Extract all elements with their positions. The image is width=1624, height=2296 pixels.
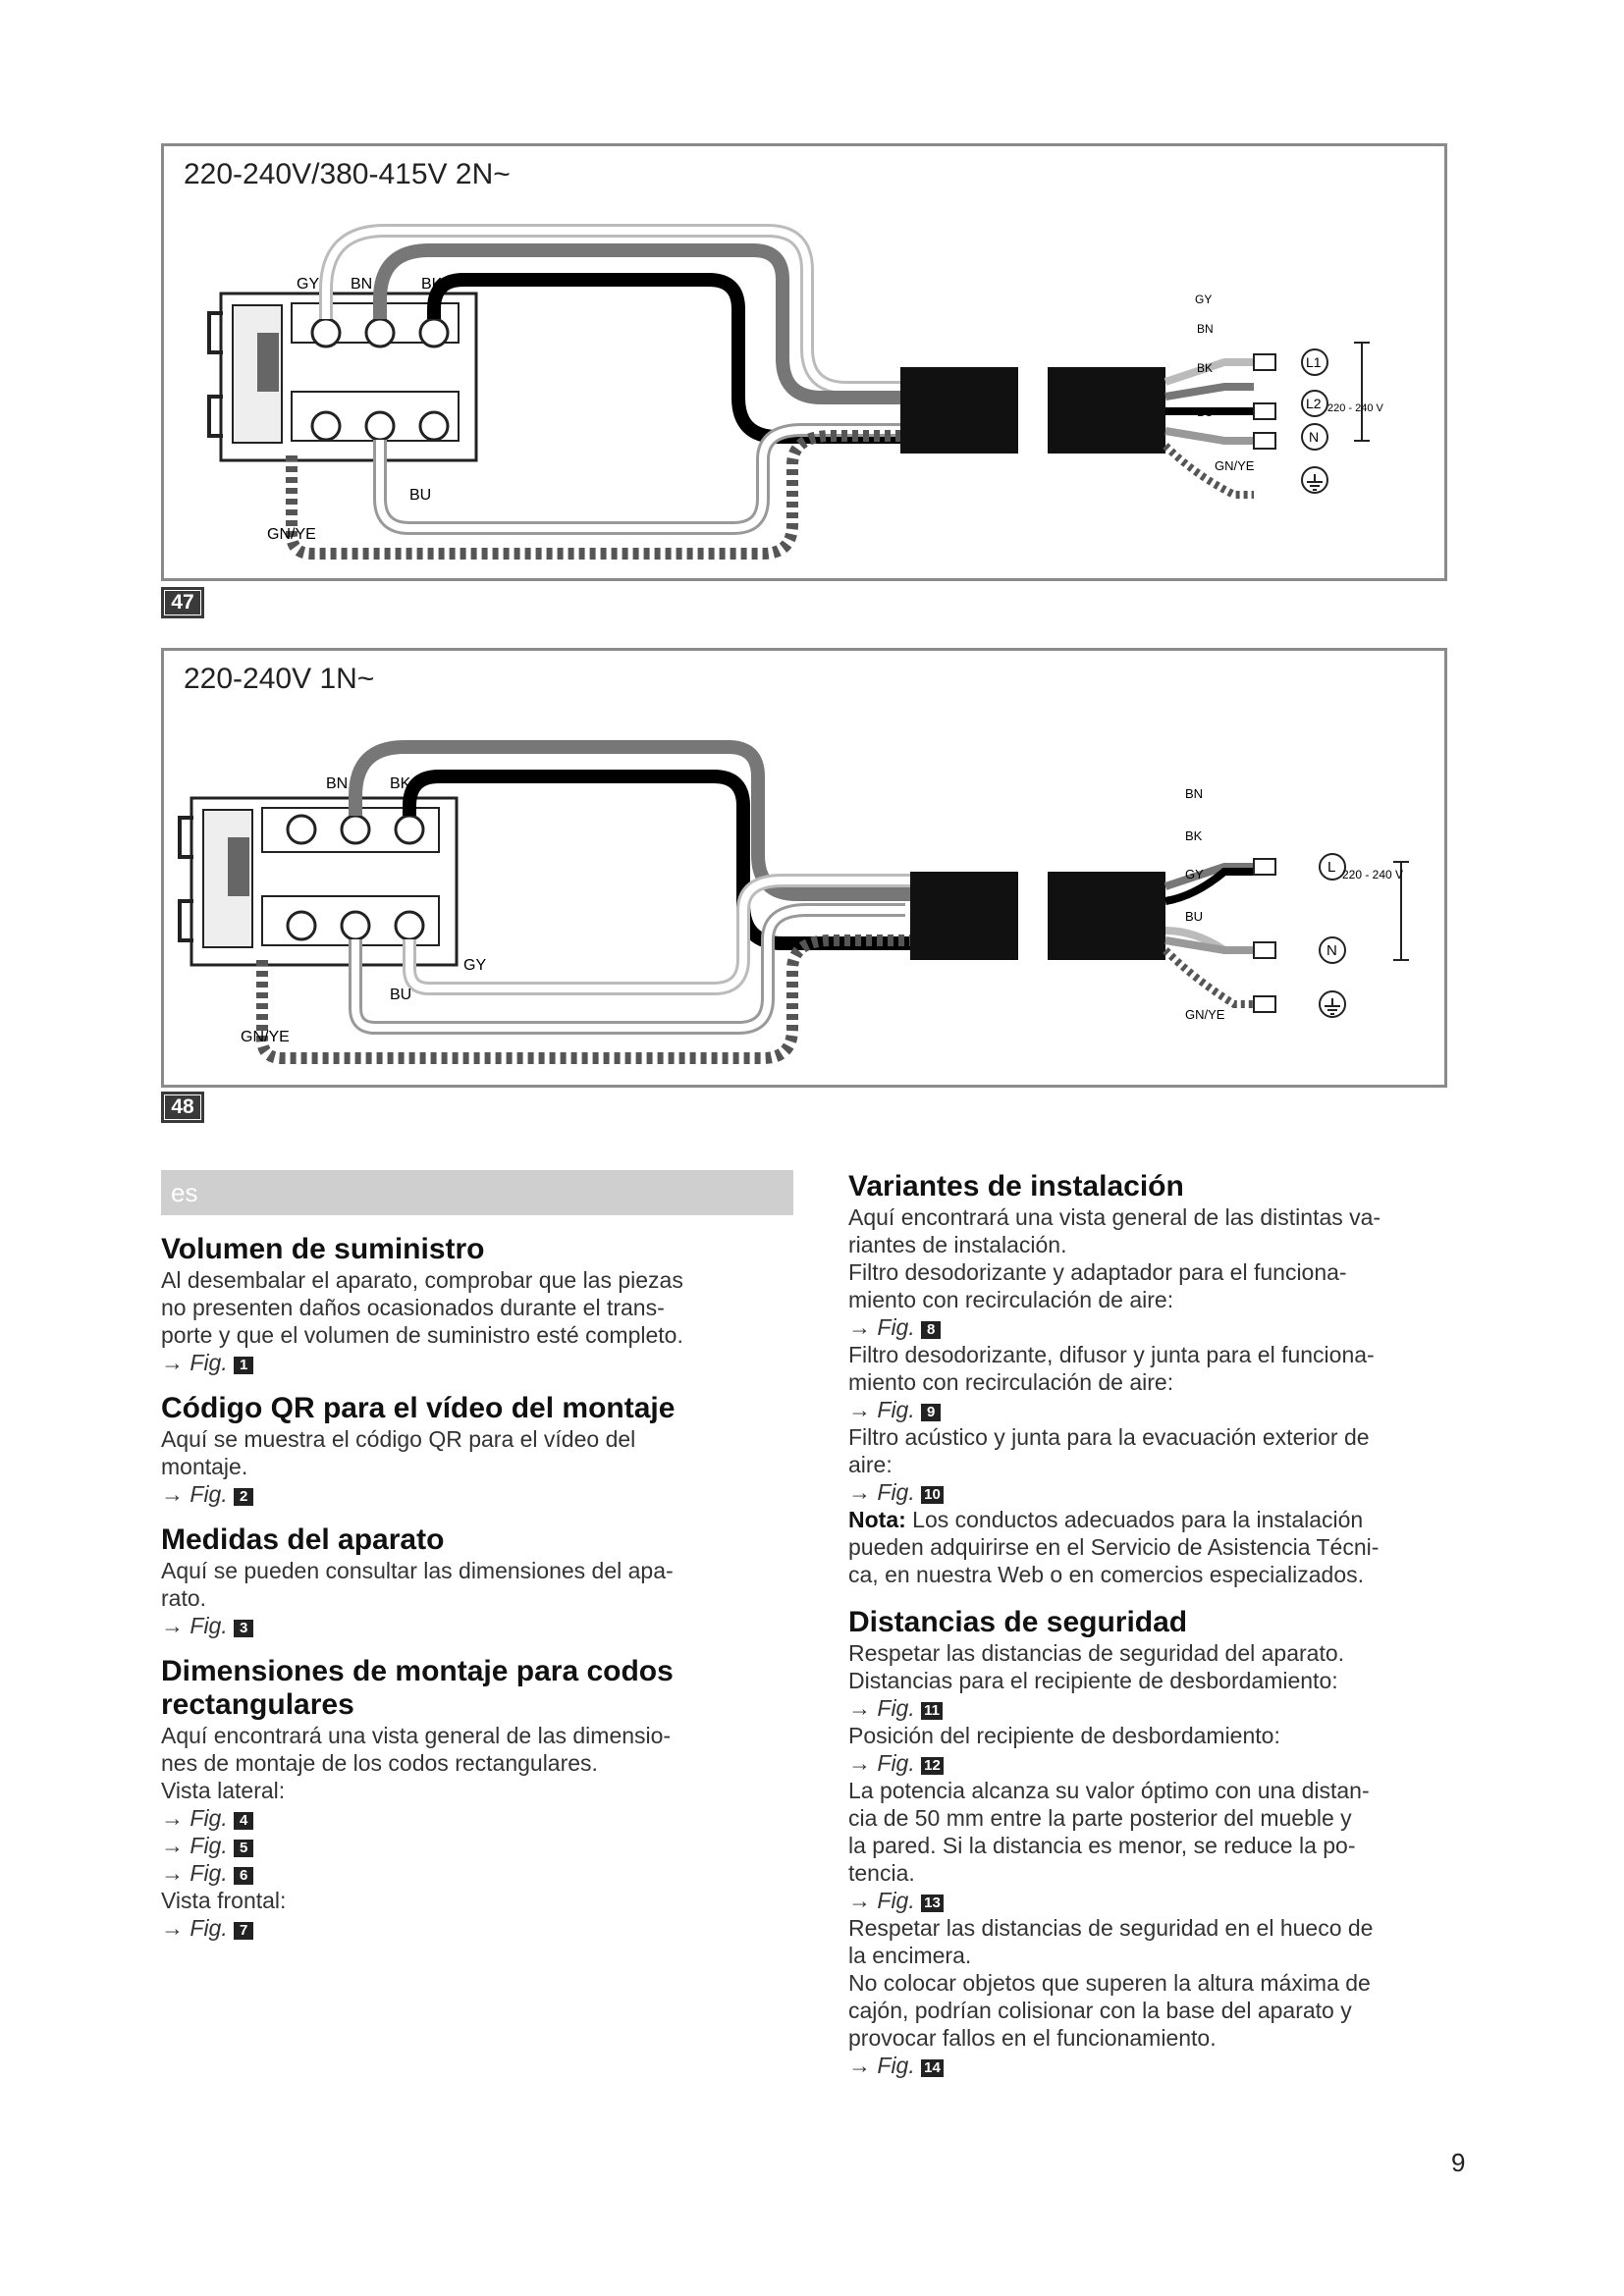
wire-label: BK <box>1197 361 1214 375</box>
page-number: 9 <box>1451 2148 1466 2177</box>
figure-reference: → Fig. 6 <box>161 1859 789 1887</box>
terminal-label: BK <box>421 276 443 293</box>
wire-label: GY <box>1195 293 1213 306</box>
section-heading: Volumen de suministro <box>161 1233 485 1265</box>
terminal-label: GY <box>297 276 320 293</box>
terminal-label: BN <box>326 775 349 792</box>
section-heading: Distancias de seguridad <box>848 1606 1188 1638</box>
symbol-label: N <box>1309 429 1320 445</box>
terminal-label: BN <box>351 276 373 293</box>
wire-label: GN/YE <box>1185 1007 1225 1022</box>
section-heading: Variantes de instalación <box>848 1170 1184 1202</box>
terminal-label: GN/YE <box>267 526 316 543</box>
left-column <box>161 1233 789 1957</box>
section-volumen: Volumen de suministro Al desembalar el aparato, comprobar que las piezas no presenten daños ocasionados durante el trans- porte y que el volumen de suministro esté completo. → Fig. 1 <box>161 1233 789 1376</box>
section-heading: Medidas del aparato <box>161 1523 445 1556</box>
section-distancias: Distancias de seguridad Respetar las distancias de seguridad del aparato. Distancias para el recipiente de desbordamiento: → Fig. 11 Posición del recipiente de desbordamiento: → Fig. 12 La potencia alcanza su valor óptimo con una distan- cia de 50 mm entre la parte posterior del mueble y la pared. Si la distancia es menor, se reduce la po- tencia. → Fig. 13 Respetar las distancias de seguridad en el hueco de la encimera. No colocar objetos que superen la altura máxima de cajón, podrían colisionar con la base del aparato y provocar fallos en el funcionamiento. → Fig. 14 <box>848 1606 1477 2079</box>
symbol-label: L <box>1327 859 1336 876</box>
voltage-label: 220 - 240 V <box>1342 868 1404 881</box>
figure-reference: → Fig. 10 <box>848 1478 1477 1506</box>
wiring-illustration <box>164 146 1444 578</box>
wire-label: BU <box>1185 909 1204 924</box>
figure-reference: → Fig. 13 <box>848 1887 1477 1914</box>
symbol-label: L1 <box>1306 354 1322 370</box>
terminal-label: BK <box>390 775 411 792</box>
terminal-label: GY <box>463 957 487 974</box>
terminal-label: GN/YE <box>241 1029 290 1045</box>
wire-label: BN <box>1185 786 1204 801</box>
figure-reference: → Fig. 1 <box>161 1349 789 1376</box>
right-column <box>848 1170 1477 2095</box>
terminal-label: BU <box>390 987 412 1003</box>
wiring-illustration <box>164 651 1444 1085</box>
section-heading: Dimensiones de montaje para codos rectangulares <box>161 1655 674 1721</box>
figure-number: 48 <box>161 1092 204 1123</box>
wiring-diagram-47 <box>161 143 1447 581</box>
figure-reference: → Fig. 11 <box>848 1694 1477 1722</box>
section-dimensiones: Dimensiones de montaje para codos rectangulares Aquí encontrará una vista general de las dimensio- nes de montaje de los codos rectangulares. Vista lateral: → Fig. 4 → Fig. 5 → Fig. 6 Vista frontal: → Fig. 7 <box>161 1655 789 1942</box>
figure-title: 220-240V/380-415V 2N~ <box>184 158 511 190</box>
terminal-label: BU <box>409 487 432 504</box>
symbol-label: L2 <box>1306 396 1322 411</box>
note: Nota: Los conductos adecuados para la instalación <box>848 1507 1364 1532</box>
section-heading: Código QR para el vídeo del montaje <box>161 1392 676 1424</box>
figure-reference: → Fig. 5 <box>161 1832 789 1859</box>
language-bar: es <box>161 1170 793 1215</box>
wire-label: GN/YE <box>1215 458 1255 473</box>
figure-reference: → Fig. 4 <box>161 1804 789 1832</box>
wiring-diagram-48 <box>161 648 1447 1088</box>
section-qr: Código QR para el vídeo del montaje Aquí se muestra el código QR para el vídeo del montaje. → Fig. 2 <box>161 1392 789 1508</box>
symbol-label: N <box>1326 942 1337 959</box>
figure-reference: → Fig. 12 <box>848 1749 1477 1777</box>
wire-label: BK <box>1185 828 1203 843</box>
wire-label: BN <box>1197 322 1214 336</box>
wire-label: GY <box>1185 867 1204 881</box>
figure-reference: → Fig. 2 <box>161 1480 789 1508</box>
figure-reference: → Fig. 14 <box>848 2052 1477 2079</box>
voltage-label: 220 - 240 V <box>1327 402 1383 414</box>
figure-reference: → Fig. 3 <box>161 1612 789 1639</box>
section-variantes: Variantes de instalación Aquí encontrará una vista general de las distintas va- riantes de instalación. Filtro desodorizante y adaptador para el funciona- miento con recirculación de aire: → Fig. 8 Filtro desodorizante, difusor y junta para el funciona- miento con recirculación de aire: → Fig. 9 Filtro acústico y junta para la evacuación exterior de aire: → Fig. 10 Nota: Los conductos adecuados para la instalación pueden adquirirse en el Servicio de Asistencia Técni- ca, en nuestra Web o en comercios especializados. <box>848 1170 1477 1588</box>
section-medidas: Medidas del aparato Aquí se pueden consultar las dimensiones del apa- rato. → Fig. 3 <box>161 1523 789 1639</box>
wire-label: BU <box>1197 405 1214 419</box>
figure-reference: → Fig. 9 <box>848 1396 1477 1423</box>
figure-title: 220-240V 1N~ <box>184 663 375 695</box>
figure-reference: → Fig. 7 <box>161 1914 789 1942</box>
figure-reference: → Fig. 8 <box>848 1313 1477 1341</box>
figure-number: 47 <box>161 587 204 618</box>
